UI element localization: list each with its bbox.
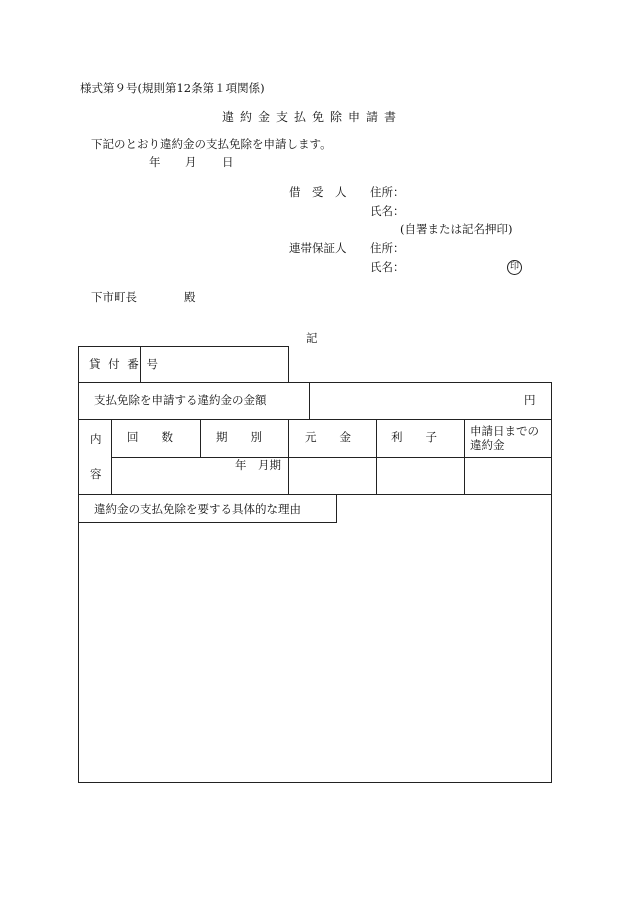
signature-note: (自署または記名押印) — [400, 222, 513, 236]
rule — [78, 382, 552, 383]
rule — [78, 522, 337, 523]
rule — [78, 346, 79, 783]
form-title: 違約金支払免除申請書 — [222, 110, 403, 124]
rule — [111, 457, 552, 458]
rule — [78, 782, 552, 783]
borrower-name-label: 氏名： — [370, 204, 405, 218]
reason-label: 違約金の支払免除を要する具体的な理由 — [94, 502, 301, 516]
guarantor-name-label: 氏名： — [370, 260, 405, 274]
content-label-bottom: 容 — [90, 467, 102, 481]
col-principal-header: 元 金 — [305, 430, 351, 444]
intro-text: 下記のとおり違約金の支払免除を申請します。 — [91, 137, 332, 151]
content-label-top: 内 — [90, 432, 102, 446]
amount-unit: 円 — [524, 393, 536, 407]
rule — [78, 346, 289, 347]
col-interest-header: 利 子 — [391, 430, 437, 444]
col-count-header: 回 数 — [127, 430, 173, 444]
date-day: 日 — [222, 155, 234, 169]
amount-label: 支払免除を申請する違約金の金額 — [94, 393, 267, 407]
rule — [551, 382, 552, 783]
date-month: 月 — [185, 155, 197, 169]
borrower-address-label: 住所： — [370, 185, 405, 199]
rule — [200, 419, 201, 457]
date-year: 年 — [149, 155, 161, 169]
col-period-header: 期 別 — [216, 430, 262, 444]
ki-heading: 記 — [306, 331, 318, 345]
loan-number-label: 貸 付 番 号 — [89, 357, 160, 371]
guarantor-label: 連帯保証人 — [289, 241, 347, 255]
seal-icon: 印 — [507, 260, 522, 275]
col-penalty-header-line1: 申請日までの — [470, 424, 539, 438]
seal-mark — [507, 260, 522, 275]
guarantor-address-label: 住所： — [370, 241, 405, 255]
col-penalty-header-line2: 違約金 — [470, 438, 505, 452]
borrower-label: 借 受 人 — [289, 185, 347, 199]
rule — [336, 494, 337, 523]
addressee-name: 下市町長 — [91, 290, 137, 304]
rule — [78, 419, 552, 420]
form-number: 様式第９号(規則第12条第１項関係) — [80, 81, 265, 95]
rule — [309, 382, 310, 420]
period-value: 年 月期 — [235, 458, 281, 472]
addressee-honorific: 殿 — [184, 290, 196, 304]
rule — [78, 494, 552, 495]
rule — [288, 346, 289, 383]
